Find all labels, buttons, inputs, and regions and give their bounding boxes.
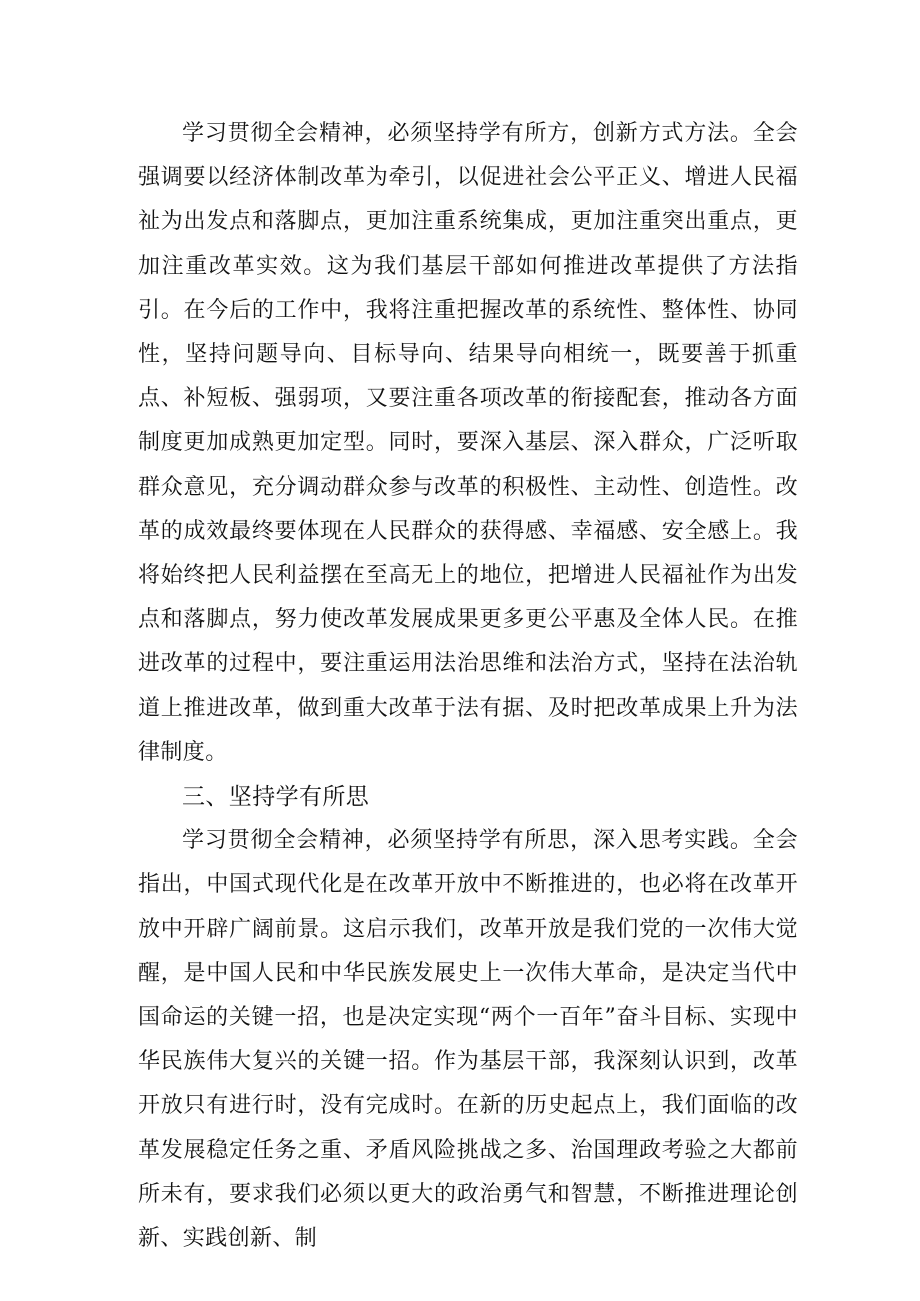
section-heading: 三、坚持学有所思 bbox=[182, 784, 370, 811]
body-paragraph: 学习贯彻全会精神，必须坚持学有所方，创新方式方法。全会强调要以经济体制改革为牵引，以促进社会公平正义、增进人民福祉为出发点和落脚点，更加注重系统集成，更加注重突出重点，更加注重改革实效。这为我们基层干部如何推进改革提供了方法指引。在今后的工作中，我将注重把握改革的系统性、整体性、协同性，坚持问题导向、目标导向、结果导向相统一，既要善于抓重点、补短板、强弱项，又要注重各项改革的衔接配套，推动各方面制度更加成熟更加定型。同时，要深入基层、深入群众，广泛听取群众意见，充分调动群众参与改革的积极性、主动性、创造性。改革的成效最终要体现在人民群众的获得感、幸福感、安全感上。我将始终把人民利益摆在至高无上的地位，把增进人民福祉作为出发点和落脚点，努力使改革发展成果更多更公平惠及全体人民。在推进改革的过程中，要注重运用法治思维和法治方式，坚持在法治轨道上推进改革，做到重大改革于法有据、及时把改革成果上升为法律制度。 bbox=[138, 121, 798, 765]
document-body bbox=[138, 112, 798, 1261]
body-paragraph: 学习贯彻全会精神，必须坚持学有所思，深入思考实践。全会指出，中国式现代化是在改革开放中不断推进的，也必将在改革开放中开辟广阔前景。这启示我们，改革开放是我们党的一次伟大觉醒，是中国人民和中华民族发展史上一次伟大革命，是决定当代中国命运的关键一招，也是决定实现“两个一百年”奋斗目标、实现中华民族伟大复兴的关键一招。作为基层干部，我深刻认识到，改革开放只有进行时，没有完成时。在新的历史起点上，我们面临的改革发展稳定任务之重、矛盾风险挑战之多、治国理政考验之大都前所未有，要求我们必须以更大的政治勇气和智慧，不断推进理论创新、实践创新、制 bbox=[138, 828, 798, 1252]
